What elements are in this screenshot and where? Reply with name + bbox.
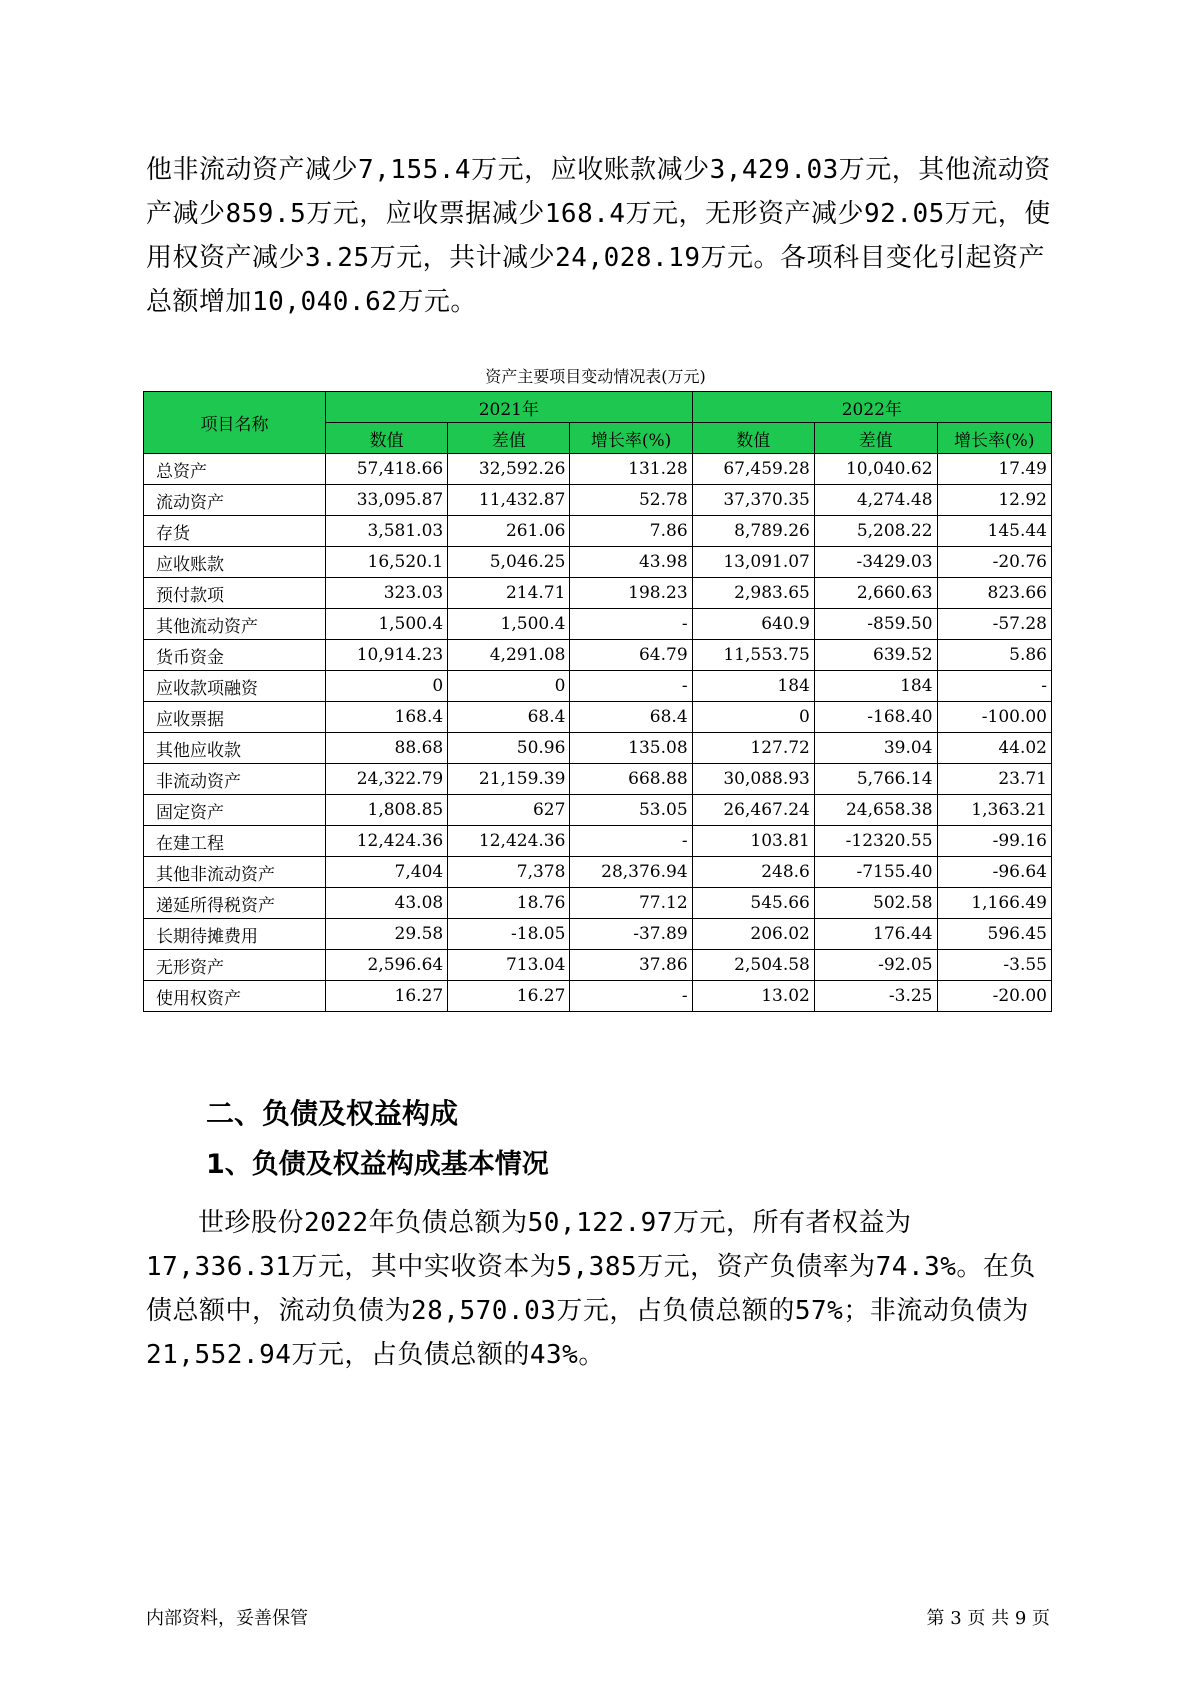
table-cell: -3.55 <box>937 950 1051 981</box>
table-cell: 1,500.4 <box>448 609 570 640</box>
row-item-name: 递延所得税资产 <box>144 888 326 919</box>
table-cell: 1,500.4 <box>326 609 448 640</box>
table-cell: 37.86 <box>570 950 692 981</box>
row-item-name: 流动资产 <box>144 485 326 516</box>
table-cell: 184 <box>814 671 937 702</box>
table-cell: -20.00 <box>937 981 1051 1012</box>
row-item-name: 应收款项融资 <box>144 671 326 702</box>
header-metric: 数值 <box>692 423 814 454</box>
table-cell: 17.49 <box>937 454 1051 485</box>
row-item-name: 应收账款 <box>144 547 326 578</box>
table-cell: 5.86 <box>937 640 1051 671</box>
table-cell: 7,378 <box>448 857 570 888</box>
table-cell: 37,370.35 <box>692 485 814 516</box>
table-cell: 57,418.66 <box>326 454 448 485</box>
row-item-name: 总资产 <box>144 454 326 485</box>
table-cell: 2,596.64 <box>326 950 448 981</box>
table-cell: 68.4 <box>570 702 692 733</box>
table-cell: 23.71 <box>937 764 1051 795</box>
row-item-name: 其他流动资产 <box>144 609 326 640</box>
table-cell: 30,088.93 <box>692 764 814 795</box>
table-cell: 21,159.39 <box>448 764 570 795</box>
table-cell: 261.06 <box>448 516 570 547</box>
table-cell: 3,581.03 <box>326 516 448 547</box>
table-row <box>144 454 1052 485</box>
table-cell: 12,424.36 <box>326 826 448 857</box>
table-cell: 67,459.28 <box>692 454 814 485</box>
table-cell: 1,808.85 <box>326 795 448 826</box>
table-cell: -3429.03 <box>814 547 937 578</box>
table-cell: -7155.40 <box>814 857 937 888</box>
row-item-name: 非流动资产 <box>144 764 326 795</box>
table-cell: 28,376.94 <box>570 857 692 888</box>
table-cell: -168.40 <box>814 702 937 733</box>
table-cell: -12320.55 <box>814 826 937 857</box>
table-cell: 24,658.38 <box>814 795 937 826</box>
table-cell: 5,766.14 <box>814 764 937 795</box>
table-cell: -96.64 <box>937 857 1051 888</box>
table-cell: 77.12 <box>570 888 692 919</box>
table-cell: -57.28 <box>937 609 1051 640</box>
table-cell: 12.92 <box>937 485 1051 516</box>
table-cell: 640.9 <box>692 609 814 640</box>
table-cell: -37.89 <box>570 919 692 950</box>
table-caption: 资产主要项目变动情况表(万元) <box>485 367 706 386</box>
table-header-row-years <box>144 392 1052 423</box>
table-row <box>144 702 1052 733</box>
subsection-heading: 1、负债及权益构成基本情况 <box>206 1149 549 1180</box>
table-cell: 39.04 <box>814 733 937 764</box>
row-item-name: 应收票据 <box>144 702 326 733</box>
table-row <box>144 981 1052 1012</box>
table-row <box>144 888 1052 919</box>
table-row <box>144 671 1052 702</box>
table-cell: 627 <box>448 795 570 826</box>
asset-change-table <box>143 391 1052 1012</box>
table-cell: 0 <box>326 671 448 702</box>
table-cell: 545.66 <box>692 888 814 919</box>
header-item-name: 项目名称 <box>144 392 326 454</box>
table-cell: 68.4 <box>448 702 570 733</box>
table-cell: 248.6 <box>692 857 814 888</box>
table-cell: -20.76 <box>937 547 1051 578</box>
table-row <box>144 919 1052 950</box>
table-cell: 596.45 <box>937 919 1051 950</box>
table-cell: 26,467.24 <box>692 795 814 826</box>
table-cell: 127.72 <box>692 733 814 764</box>
table-cell: 214.71 <box>448 578 570 609</box>
table-cell: 0 <box>448 671 570 702</box>
header-metric: 差值 <box>448 423 570 454</box>
table-cell: 145.44 <box>937 516 1051 547</box>
table-cell: 24,322.79 <box>326 764 448 795</box>
row-item-name: 预付款项 <box>144 578 326 609</box>
table-cell: 0 <box>692 702 814 733</box>
row-item-name: 无形资产 <box>144 950 326 981</box>
table-cell: 323.03 <box>326 578 448 609</box>
table-cell: 668.88 <box>570 764 692 795</box>
table-cell: -99.16 <box>937 826 1051 857</box>
row-item-name: 固定资产 <box>144 795 326 826</box>
table-cell: 198.23 <box>570 578 692 609</box>
table-cell: 32,592.26 <box>448 454 570 485</box>
table-cell: 135.08 <box>570 733 692 764</box>
table-cell: 7.86 <box>570 516 692 547</box>
table-cell: 29.58 <box>326 919 448 950</box>
header-metric: 数值 <box>326 423 448 454</box>
row-item-name: 存货 <box>144 516 326 547</box>
table-cell: 206.02 <box>692 919 814 950</box>
table-row <box>144 609 1052 640</box>
header-metric: 增长率(%) <box>570 423 692 454</box>
table-cell: 11,432.87 <box>448 485 570 516</box>
table-cell: 10,914.23 <box>326 640 448 671</box>
table-row <box>144 795 1052 826</box>
table-cell: - <box>937 671 1051 702</box>
intro-paragraph: 他非流动资产减少7,155.4万元，应收账款减少3,429.03万元，其他流动资产减少859.5万元，应收票据减少168.4万元，无形资产减少92.05万元，使用权资产减少3.25万元，共计减少24,028.19万元。各项科目变化引起资产总额增加10,040.62万元。 <box>146 155 1051 317</box>
table-cell: 43.08 <box>326 888 448 919</box>
row-item-name: 其他非流动资产 <box>144 857 326 888</box>
header-year-2022: 2022年 <box>692 392 1051 423</box>
table-cell: 2,983.65 <box>692 578 814 609</box>
table-row <box>144 857 1052 888</box>
table-cell: 4,291.08 <box>448 640 570 671</box>
table-row <box>144 578 1052 609</box>
table-row <box>144 764 1052 795</box>
table-cell: 13,091.07 <box>692 547 814 578</box>
table-row <box>144 485 1052 516</box>
table-cell: - <box>570 981 692 1012</box>
table-cell: 52.78 <box>570 485 692 516</box>
row-item-name: 其他应收款 <box>144 733 326 764</box>
table-cell: 13.02 <box>692 981 814 1012</box>
table-row <box>144 547 1052 578</box>
table-cell: 16.27 <box>326 981 448 1012</box>
table-cell: 4,274.48 <box>814 485 937 516</box>
section-heading: 二、负债及权益构成 <box>206 1097 459 1130</box>
liability-paragraph: 世珍股份2022年负债总额为50,122.97万元，所有者权益为17,336.31万元，其中实收资本为5,385万元，资产负债率为74.3%。在负债总额中，流动负债为28,570.03万元，占负债总额的57%；非流动负债为21,552.94万元，占负债总额的43%。 <box>146 1208 1036 1370</box>
table-cell: 50.96 <box>448 733 570 764</box>
table-row <box>144 826 1052 857</box>
table-cell: - <box>570 671 692 702</box>
row-item-name: 在建工程 <box>144 826 326 857</box>
footer-page-number: 第 3 页 共 9 页 <box>926 1608 1050 1629</box>
table-row <box>144 640 1052 671</box>
table-row <box>144 733 1052 764</box>
table-body <box>144 454 1052 1012</box>
table-row <box>144 950 1052 981</box>
row-item-name: 使用权资产 <box>144 981 326 1012</box>
table-cell: 43.98 <box>570 547 692 578</box>
header-metric: 差值 <box>814 423 937 454</box>
table-cell: 502.58 <box>814 888 937 919</box>
table-cell: 131.28 <box>570 454 692 485</box>
table-cell: 16,520.1 <box>326 547 448 578</box>
row-item-name: 长期待摊费用 <box>144 919 326 950</box>
table-cell: -859.50 <box>814 609 937 640</box>
table-cell: 2,504.58 <box>692 950 814 981</box>
table-cell: 11,553.75 <box>692 640 814 671</box>
table-cell: 1,363.21 <box>937 795 1051 826</box>
table-cell: 44.02 <box>937 733 1051 764</box>
table-row <box>144 516 1052 547</box>
table-cell: 8,789.26 <box>692 516 814 547</box>
table-cell: -3.25 <box>814 981 937 1012</box>
table-cell: 823.66 <box>937 578 1051 609</box>
table-cell: 1,166.49 <box>937 888 1051 919</box>
table-cell: 53.05 <box>570 795 692 826</box>
footer-confidential-note: 内部资料，妥善保管 <box>146 1608 308 1629</box>
table-cell: 33,095.87 <box>326 485 448 516</box>
table-cell: 2,660.63 <box>814 578 937 609</box>
table-cell: 16.27 <box>448 981 570 1012</box>
table-cell: 713.04 <box>448 950 570 981</box>
row-item-name: 货币资金 <box>144 640 326 671</box>
table-cell: 12,424.36 <box>448 826 570 857</box>
table-cell: 639.52 <box>814 640 937 671</box>
table-cell: 10,040.62 <box>814 454 937 485</box>
table-cell: 5,208.22 <box>814 516 937 547</box>
table-cell: 184 <box>692 671 814 702</box>
table-cell: - <box>570 609 692 640</box>
table-cell: 103.81 <box>692 826 814 857</box>
table-cell: 88.68 <box>326 733 448 764</box>
header-year-2021: 2021年 <box>326 392 693 423</box>
table-cell: -18.05 <box>448 919 570 950</box>
header-metric: 增长率(%) <box>937 423 1051 454</box>
table-cell: 7,404 <box>326 857 448 888</box>
table-cell: -100.00 <box>937 702 1051 733</box>
table-cell: -92.05 <box>814 950 937 981</box>
table-cell: 5,046.25 <box>448 547 570 578</box>
table-cell: 18.76 <box>448 888 570 919</box>
table-cell: 168.4 <box>326 702 448 733</box>
table-cell: - <box>570 826 692 857</box>
table-cell: 64.79 <box>570 640 692 671</box>
table-cell: 176.44 <box>814 919 937 950</box>
